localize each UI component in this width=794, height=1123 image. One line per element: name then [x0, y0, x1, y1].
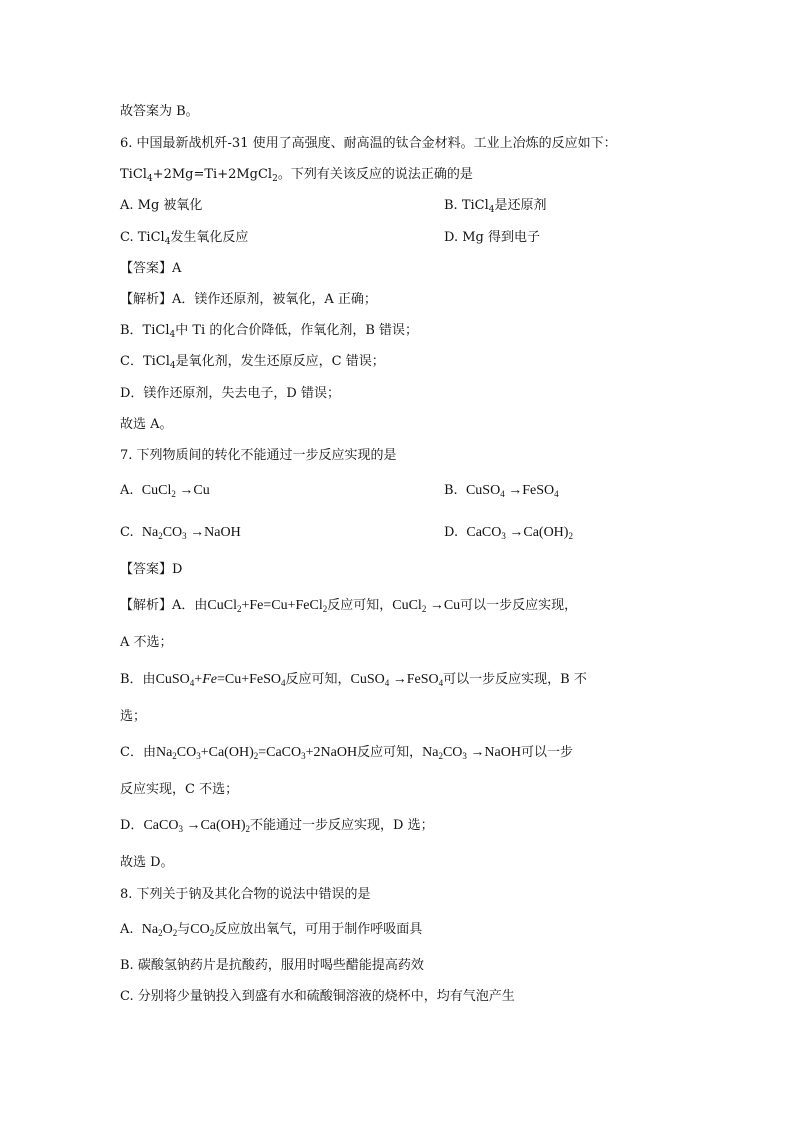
text: +Ca(OH) [200, 745, 254, 760]
question-6-stem [120, 135, 617, 153]
text: 7. 下列物质间的转化不能通过一步反应实现的是 [120, 448, 397, 463]
q6-option-c [120, 229, 248, 247]
text: →Ca(OH) [509, 525, 569, 540]
text: +2Mg=Ti+2MgCl [152, 167, 273, 182]
formula [392, 598, 460, 613]
subscript: 2 [421, 604, 427, 614]
subscript: 4 [164, 237, 171, 247]
text: Fe [202, 672, 217, 687]
subscript: 4 [189, 678, 195, 688]
text: D．镁作还原剂，失去电子，D 错误； [120, 386, 340, 401]
text: CO [190, 922, 210, 937]
q7-option-b [444, 482, 559, 500]
text: CuCl [141, 483, 172, 498]
subscript: 2 [438, 751, 443, 761]
text: 是还原剂 [494, 198, 547, 213]
subscript: 2 [322, 604, 328, 614]
q7-explanation-b-cont [120, 708, 146, 726]
text: 与 [177, 922, 191, 937]
q8-option-a [120, 921, 422, 939]
subscript: 2 [568, 531, 573, 541]
text: A. [120, 483, 134, 498]
text: CO [162, 525, 183, 540]
text: D. [444, 525, 459, 540]
q6-option-a [120, 197, 202, 215]
subscript: 3 [301, 751, 306, 761]
q8-option-b [120, 957, 424, 975]
text: 反应可知， [285, 672, 351, 687]
text: 【解析】A．由 [120, 598, 208, 613]
text: A. [120, 922, 134, 937]
subscript: 4 [169, 330, 176, 340]
q7-explanation-c [120, 744, 573, 762]
text: 发生氧化反应 [170, 230, 249, 245]
q6-explanation-b [120, 322, 418, 340]
text: Na [155, 745, 173, 760]
formula [466, 525, 573, 540]
subscript: 3 [501, 531, 506, 541]
text: 可以一步反应实现，B 不 [443, 672, 587, 687]
text: →Ca(OH) [186, 818, 246, 833]
question-6-equation [120, 166, 473, 184]
text: →NaOH [470, 745, 521, 760]
text: C. TiCl [120, 230, 165, 245]
text: 故选 A。 [120, 417, 173, 432]
subscript: 2 [158, 531, 163, 541]
q6-explanation-c [120, 353, 385, 371]
subscript: 2 [245, 824, 251, 834]
text: CuCl [392, 598, 422, 613]
subscript: 4 [281, 678, 286, 688]
subscript: 3 [196, 751, 201, 761]
text: A. Mg 被氧化 [120, 198, 203, 213]
formula [466, 483, 559, 498]
equation [156, 672, 286, 687]
text: C．由 [120, 745, 156, 760]
formula [142, 525, 241, 540]
text: 不能通过一步反应实现，D 选； [250, 818, 434, 833]
text: C. 分别将少量钠投入到盛有水和硫酸铜溶液的烧杯中，均有气泡产生 [120, 989, 515, 1004]
text: B．由 [120, 672, 156, 687]
q6-conclusion [120, 416, 173, 434]
text: C. [120, 525, 134, 540]
text: →NaOH [190, 525, 241, 540]
text: →Cu [179, 483, 210, 498]
text: A 不选； [120, 635, 173, 650]
q7-explanation-c-cont [120, 781, 238, 799]
formula [143, 818, 250, 833]
q7-option-d [444, 524, 573, 542]
text: →FeSO [392, 672, 439, 687]
text: B. TiCl [444, 198, 489, 213]
text: B．TiCl [120, 323, 170, 338]
formula [351, 672, 444, 687]
subscript: 2 [172, 928, 178, 938]
text: +Fe=Cu+FeCl [241, 598, 323, 613]
text: CuSO [155, 672, 190, 687]
text: 是氧化剂，发生还原反应，C 错误； [175, 354, 385, 369]
equation [156, 745, 357, 760]
text: 故选 D。 [120, 855, 174, 870]
text: CO [176, 745, 197, 760]
q7-option-c [120, 524, 241, 542]
subscript: 2 [172, 751, 177, 761]
text: Na [141, 525, 159, 540]
q7-answer [120, 561, 182, 579]
subscript: 2 [272, 174, 278, 184]
text: 6. 中国最新战机歼-31 使用了高强度、耐高温的钛合金材料。工业上冶炼的反应如下： [120, 136, 617, 151]
subscript: 4 [146, 174, 153, 184]
subscript: 4 [500, 489, 505, 499]
question-7-stem [120, 447, 397, 465]
text: +2NaOH [305, 745, 358, 760]
text: C．TiCl [120, 354, 170, 369]
subscript: 2 [171, 489, 176, 499]
formula [142, 483, 210, 498]
answer-line-q5 [120, 103, 199, 121]
subscript: 2 [158, 928, 163, 938]
text: 【答案】D [120, 562, 183, 577]
subscript: 4 [554, 489, 559, 499]
text: =Cu+FeSO [216, 672, 281, 687]
text: 中 Ti 的化合价降低，作氧化剂，B 错误； [175, 323, 419, 338]
q7-explanation-b [120, 671, 587, 689]
formula [422, 745, 521, 760]
text: 【答案】A [120, 261, 182, 276]
text: O [162, 922, 173, 937]
subscript: 4 [384, 678, 390, 688]
subscript: 3 [178, 824, 183, 834]
q7-explanation-a-cont [120, 634, 173, 652]
text: CuSO [350, 672, 385, 687]
text: 反应可知， [327, 598, 393, 613]
text: B. [444, 483, 458, 498]
text: + [194, 672, 203, 687]
text: D. Mg 得到电子 [444, 230, 540, 245]
q7-explanation-a [120, 597, 577, 615]
text: 8. 下列关于钠及其化合物的说法中错误的是 [120, 887, 371, 902]
subscript: 2 [209, 928, 215, 938]
text: →Cu [429, 598, 461, 613]
q6-answer [120, 260, 181, 278]
text: CaCO [143, 818, 179, 833]
text: CaCO [466, 525, 502, 540]
text: 可以一步反应实现， [460, 598, 578, 613]
text: D． [120, 818, 144, 833]
text: 故答案为 B。 [120, 104, 199, 119]
q7-conclusion [120, 854, 174, 872]
subscript: 2 [236, 604, 242, 614]
text: 【解析】A．镁作还原剂，被氧化，A 正确； [120, 292, 377, 307]
text: 反应放出氧气，可用于制作呼吸面具 [214, 922, 423, 937]
formula [190, 922, 214, 937]
subscript: 3 [182, 531, 187, 541]
text: Na [422, 745, 439, 760]
text: CO [442, 745, 463, 760]
q8-option-c [120, 988, 515, 1006]
subscript: 3 [462, 751, 467, 761]
text: →FeSO [508, 483, 555, 498]
equation [207, 598, 327, 613]
question-8-stem [120, 886, 371, 904]
q6-option-b [444, 197, 547, 215]
text: Na [141, 922, 159, 937]
text: B. 碳酸氢钠药片是抗酸药，服用时喝些醋能提高药效 [120, 958, 424, 973]
text: TiCl [120, 167, 147, 182]
subscript: 4 [488, 205, 495, 215]
text: CuCl [207, 598, 237, 613]
subscript: 4 [169, 361, 176, 371]
text: 。下列有关该反应的说法正确的是 [277, 167, 473, 182]
q7-option-a [120, 482, 210, 500]
text: 选； [120, 709, 147, 724]
q7-explanation-d [120, 817, 434, 835]
q6-option-d [444, 229, 540, 247]
text: =CaCO [258, 745, 302, 760]
q6-explanation-d [120, 385, 340, 403]
subscript: 2 [253, 751, 259, 761]
formula [142, 922, 177, 937]
text: 可以一步 [520, 745, 573, 760]
subscript: 4 [438, 678, 444, 688]
text: 反应实现，C 不选； [120, 782, 239, 797]
q6-explanation-a [120, 291, 377, 309]
text: CuSO [465, 483, 501, 498]
text: 反应可知， [357, 745, 423, 760]
